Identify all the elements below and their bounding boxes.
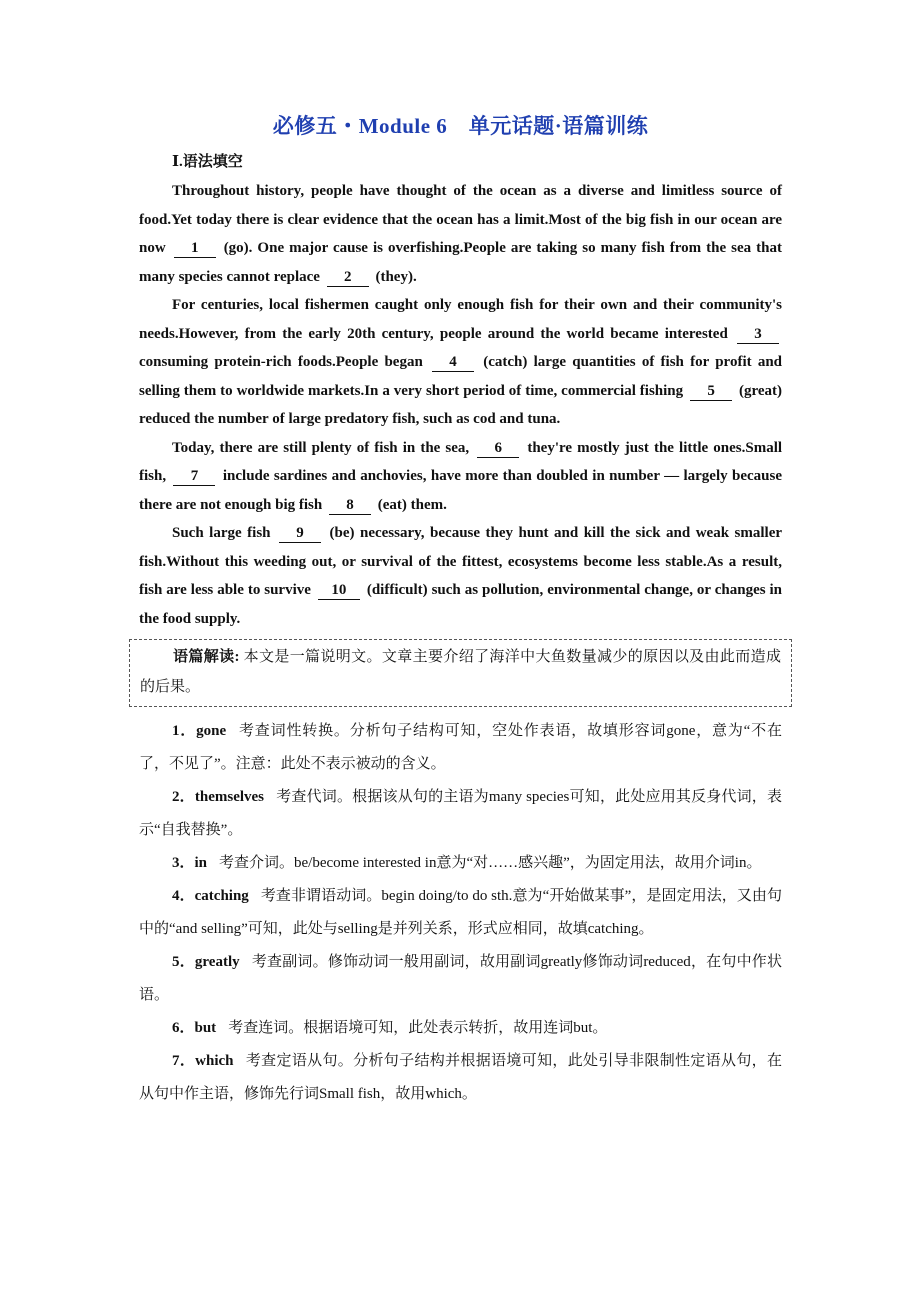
answer-key: 5．greatly [172,954,240,970]
passage-text: Such large fish [172,525,271,541]
passage-text: (they). [375,268,417,285]
passage-text: (difficult) such as pollution, environmental change, or changes in the food supply. [139,582,783,627]
blank-8: 8 [329,496,371,515]
answer-key: 2．themselves [172,789,265,805]
section-heading: Ⅰ.语法填空 [172,154,243,170]
answer-explanation: 考查非谓语动词。begin doing/to do sth.意为“开始做某事”，是固定用法，又由句中的“and selling”可知，此处与selling是并列关系，形式应相同，故填catching。 [139,888,782,937]
blank-5: 5 [690,382,732,401]
passage-paragraph-3 [139,434,782,520]
reading-analysis-label: 语篇解读: [173,649,240,665]
blank-9: 9 [279,524,321,543]
passage-text: they're mostly just the little ones.Small fish, [139,439,783,484]
answer-explanation: 考查定语从句。分析句子结构并根据语境可知，此处引导非限制性定语从句，在从句中作主语，修饰先行词Small fish，故用which。 [139,1053,782,1102]
reading-analysis [140,642,781,702]
passage-paragraph-1 [139,177,782,291]
answer-key: 7．which [172,1053,234,1069]
passage-text: Throughout history, people have thought of the ocean as a diverse and limitless source of food.Yet today there is clear evidence that the ocean has a limit.Most of the big fish in our ocean are now [139,183,782,256]
answer-explanation: 考查代词。根据该从句的主语为many species可知，此处应用其反身代词，表示“自我替换”。 [139,789,782,838]
answer-item [139,1012,782,1045]
passage-text: (go). One major cause is overfishing.People are taking so many fish from the sea that many species cannot replace [139,240,782,285]
passage-paragraph-2 [139,291,782,434]
answer-explanation: 考查介词。be/become interested in意为“对……感兴趣”，为固定用法，故用介词in。 [219,855,762,871]
answer-key: 1．gone [172,723,227,739]
answer-item [139,880,782,946]
answer-item [139,946,782,1012]
answer-key: 4．catching [172,888,249,904]
reading-analysis-text: 本文是一篇说明文。文章主要介绍了海洋中大鱼数量减少的原因以及由此而造成的后果。 [140,649,782,695]
answer-item [139,847,782,880]
answer-explanation: 考查词性转换。分析句子结构可知，空处作表语，故填形容词gone，意为“不在了，不见了”。注意：此处不表示被动的含义。 [139,723,782,772]
passage-text: For centuries, local fishermen caught only enough fish for their own and their community's needs.However, from the early 20th century, people around the world became interested [139,297,782,342]
answer-explanation: 考查副词。修饰动词一般用副词，故用副词greatly修饰动词reduced，在句中作状语。 [139,954,782,1003]
blank-6: 6 [477,439,519,458]
blank-2: 2 [327,268,369,287]
reading-analysis-box [129,639,792,707]
passage-text: consuming protein-rich foods.People began [139,354,423,370]
passage-text: (eat) them. [377,496,447,513]
document-page [139,110,782,1111]
answer-item [139,1045,782,1111]
blank-7: 7 [173,467,215,486]
passage-text: (great) reduced the number of large predatory fish, such as cod and tuna. [139,382,783,427]
page-title: 必修五・Module 6 单元话题·语篇训练 [272,114,649,138]
blank-4: 4 [432,353,474,372]
passage-text: (catch) large quantities of fish for profit and selling them to worldwide markets.In a very short period of time, commercial fishing [139,354,783,399]
answer-item [139,781,782,847]
answer-list [139,715,782,1111]
blank-3: 3 [737,325,779,344]
passage-paragraph-4 [139,519,782,633]
answer-item [139,715,782,781]
answer-explanation: 考查连词。根据语境可知，此处表示转折，故用连词but。 [228,1020,608,1036]
blank-1: 1 [174,239,216,258]
passage-text: Today, there are still plenty of fish in the sea, [172,439,470,456]
passage-text: (be) necessary, because they hunt and kill the sick and weak smaller fish.Without this weeding out, or survival of the fittest, ecosystems become less stable.As a result, fish are less able to survive [139,525,783,598]
passage-text: include sardines and anchovies, have more than doubled in number — largely because there are not enough big fish [139,468,783,513]
answer-key: 6．but [172,1020,217,1036]
answer-key: 3．in [172,855,208,871]
blank-10: 10 [318,581,360,600]
